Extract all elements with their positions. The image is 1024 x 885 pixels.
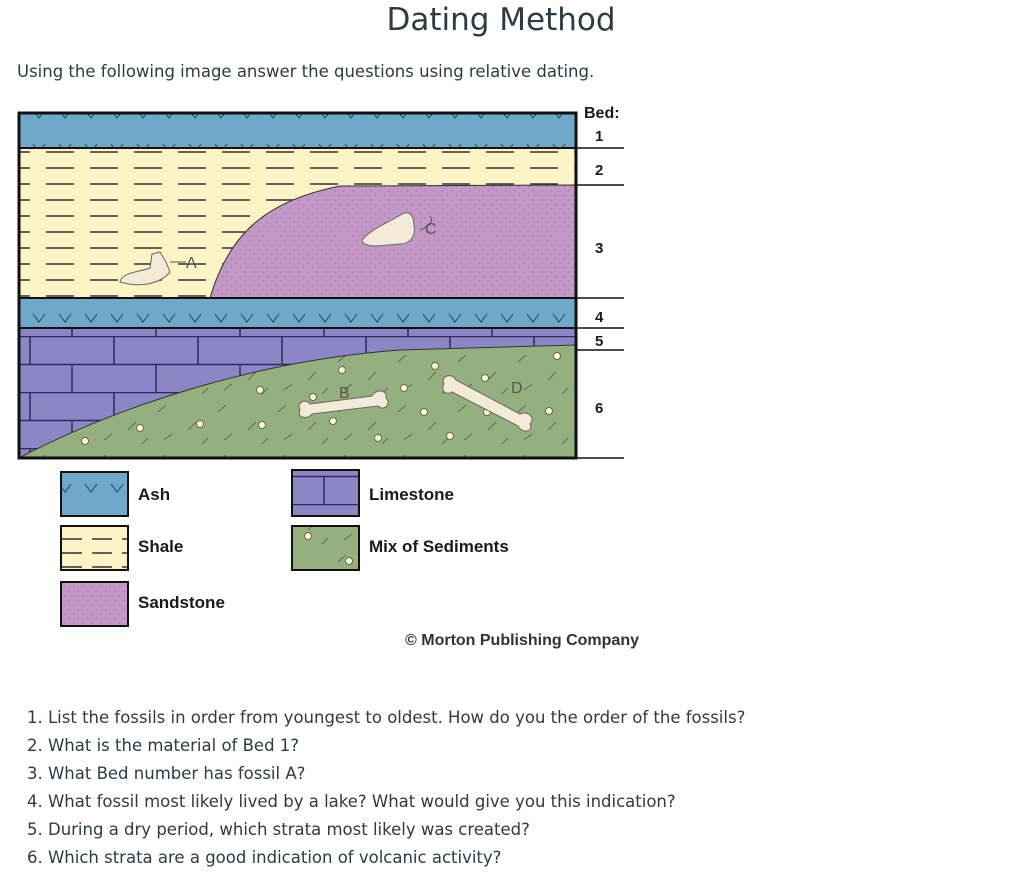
strata-figure bbox=[0, 95, 640, 655]
bed-number-3: 3 bbox=[595, 240, 604, 257]
legend-limestone-label: Limestone bbox=[369, 485, 455, 504]
fossil-c-label: C bbox=[425, 221, 437, 238]
question-item: 6. Which strata are a good indication of volcanic activity? bbox=[27, 848, 502, 867]
legend-shale-label: Shale bbox=[138, 537, 184, 556]
bed-header: Bed: bbox=[584, 105, 620, 122]
fossil-d-label: D bbox=[511, 380, 523, 397]
bed-number-6: 6 bbox=[595, 400, 604, 417]
question-list bbox=[27, 705, 745, 873]
intro-text: Using the following image answer the questions using relative dating. bbox=[17, 62, 595, 81]
bed-number-5: 5 bbox=[595, 333, 604, 350]
question-item: 1. List the fossils in order from youngest to oldest. How do you the order of the fossils? bbox=[27, 708, 746, 727]
bed-number-1: 1 bbox=[595, 128, 604, 145]
fossil-b-label: B bbox=[339, 385, 350, 402]
legend-limestone bbox=[292, 470, 454, 516]
legend-shale bbox=[61, 526, 183, 570]
legend-sandstone-label: Sandstone bbox=[138, 593, 225, 612]
fossil-a-label: A bbox=[186, 255, 197, 272]
bed-number-4: 4 bbox=[595, 309, 604, 326]
question-item: 3. What Bed number has fossil A? bbox=[27, 764, 306, 783]
bed-number-2: 2 bbox=[595, 162, 604, 179]
bed-1-ash bbox=[19, 113, 576, 148]
bed-4-ash bbox=[19, 298, 576, 328]
legend-sandstone bbox=[61, 582, 225, 626]
legend-ash bbox=[61, 472, 170, 516]
question-item: 4. What fossil most likely lived by a lake? What would give you this indication? bbox=[27, 792, 676, 811]
legend-ash-label: Ash bbox=[138, 485, 171, 504]
legend-mix-label: Mix of Sediments bbox=[369, 537, 509, 556]
legend-mix bbox=[292, 526, 509, 570]
legend bbox=[61, 470, 509, 626]
question-item: 2. What is the material of Bed 1? bbox=[27, 736, 300, 755]
copyright-notice: © Morton Publishing Company bbox=[405, 632, 639, 649]
question-item: 5. During a dry period, which strata most likely was created? bbox=[27, 820, 530, 839]
bed-column bbox=[576, 105, 624, 458]
page-title: Dating Method bbox=[386, 2, 616, 38]
